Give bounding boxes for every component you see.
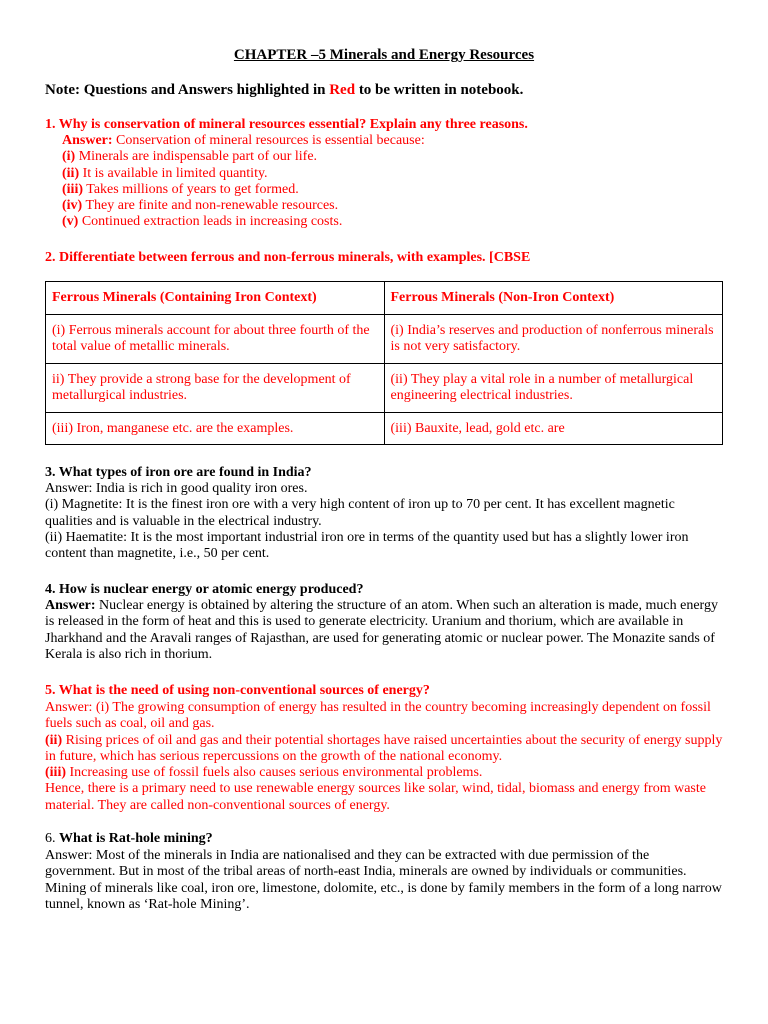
question-1: 1. Why is conservation of mineral resources essential? Explain any three reasons. xyxy=(45,117,528,132)
answer-6: Answer: Most of the minerals in India are nationalised and they can be extracted with due permission of the government. But in most of the tribal areas of north-east India, minerals are owned by individuals or communities. Mining of minerals like coal, iron ore, limestone, dolomite, etc., is done by family members in the form of a long narrow tunnel, known as ‘Rat-hole Mining’. xyxy=(45,848,722,912)
note-suffix: to be written in notebook. xyxy=(355,82,524,98)
question-4: 4. How is nuclear energy or atomic energy produced? xyxy=(45,582,364,597)
note-prefix: Note: Questions and Answers highlighted in xyxy=(45,82,330,98)
table-row xyxy=(46,364,723,413)
answer-3 xyxy=(45,481,723,562)
answer-3-line: (i) Magnetite: It is the finest iron ore with a very high content of iron up to 70 per cent. It has excellent magnetic qualities and is valuable in the electrical industry. xyxy=(45,497,675,529)
note-line xyxy=(45,82,523,99)
table-cell: (iii) Bauxite, lead, gold etc. are xyxy=(384,413,723,445)
question-5: 5. What is the need of using non-conventional sources of energy? xyxy=(45,683,430,698)
answer-4-text: Nuclear energy is obtained by altering the structure of an atom. When such an alteration is made, much energy is released in the form of heat and this is used to generate electricity. Uranium and thorium, which are available in Jharkhand and the Aravali ranges of Rajasthan, are used for generating atomic or nuclear power. The Monazite sands of Kerala is also rich in thorium. xyxy=(45,598,718,662)
answer-5-point: (iii) Increasing use of fossil fuels also causes serious environmental problems. xyxy=(45,765,483,781)
question-6 xyxy=(45,831,723,847)
answer-5-point: (ii) Rising prices of oil and gas and their potential shortages have raised uncertainties about the security of energy supply in future, which has serious repercussions on the growth of the national economy. xyxy=(45,732,723,764)
answer-1-point: (v) Continued extraction leads in increasing costs. xyxy=(62,214,343,230)
table-header-cell: Ferrous Minerals (Non-Iron Context) xyxy=(384,282,723,315)
answer-1-point: (iii) Takes millions of years to get formed. xyxy=(62,181,299,197)
table-row xyxy=(46,315,723,364)
answer-4 xyxy=(45,598,723,663)
answer-1-label: Answer: xyxy=(62,133,113,148)
answer-5-conclusion: Hence, there is a primary need to use renewable energy sources like solar, wind, tidal, biomass and energy from waste material. They are called non-conventional sources of energy. xyxy=(45,781,706,813)
table-cell: (ii) They play a vital role in a number of metallurgical engineering electrical industries. xyxy=(384,364,723,413)
question-6-number: 6. xyxy=(45,831,59,846)
table-cell: (i) Ferrous minerals account for about three fourth of the total value of metallic minerals. xyxy=(46,315,385,364)
answer-1 xyxy=(45,133,740,231)
question-6-text: What is Rat-hole mining? xyxy=(59,831,213,846)
question-3: 3. What types of iron ore are found in India? xyxy=(45,465,312,480)
table-cell: ii) They provide a strong base for the development of metallurgical industries. xyxy=(46,364,385,413)
answer-1-point: (iv) They are finite and non-renewable resources. xyxy=(62,198,339,214)
answer-3-line: Answer: India is rich in good quality iron ores. xyxy=(45,481,308,496)
answer-3-line: (ii) Haematite: It is the most important industrial iron ore in terms of the quantity used but has a slightly lower iron content than magnetite, i.e., 50 per cent. xyxy=(45,529,689,562)
answer-5 xyxy=(45,700,723,814)
table-row xyxy=(46,413,723,445)
minerals-comparison-table xyxy=(45,281,723,445)
answer-1-point: (ii) It is available in limited quantity. xyxy=(62,165,268,181)
table-header-row xyxy=(46,282,723,315)
note-red-word: Red xyxy=(329,82,356,98)
answer-5-text: Answer: (i) The growing consumption of energy has resulted in the country becoming increasingly dependent on fossil fuels such as coal, oil and gas. xyxy=(45,700,711,732)
table-cell: (iii) Iron, manganese etc. are the examples. xyxy=(46,413,385,445)
chapter-title: CHAPTER –5 Minerals and Energy Resources xyxy=(233,47,535,63)
question-2: 2. Differentiate between ferrous and non-ferrous minerals, with examples. [CBSE xyxy=(45,250,531,265)
table-header-cell: Ferrous Minerals (Containing Iron Context) xyxy=(46,282,385,315)
answer-4-label: Answer: xyxy=(45,598,96,613)
answer-1-point: (i) Minerals are indispensable part of our life. xyxy=(62,149,318,165)
answer-1-text: Conservation of mineral resources is essential because: xyxy=(112,133,425,148)
table-cell: (i) India’s reserves and production of nonferrous minerals is not very satisfactory. xyxy=(384,315,723,364)
